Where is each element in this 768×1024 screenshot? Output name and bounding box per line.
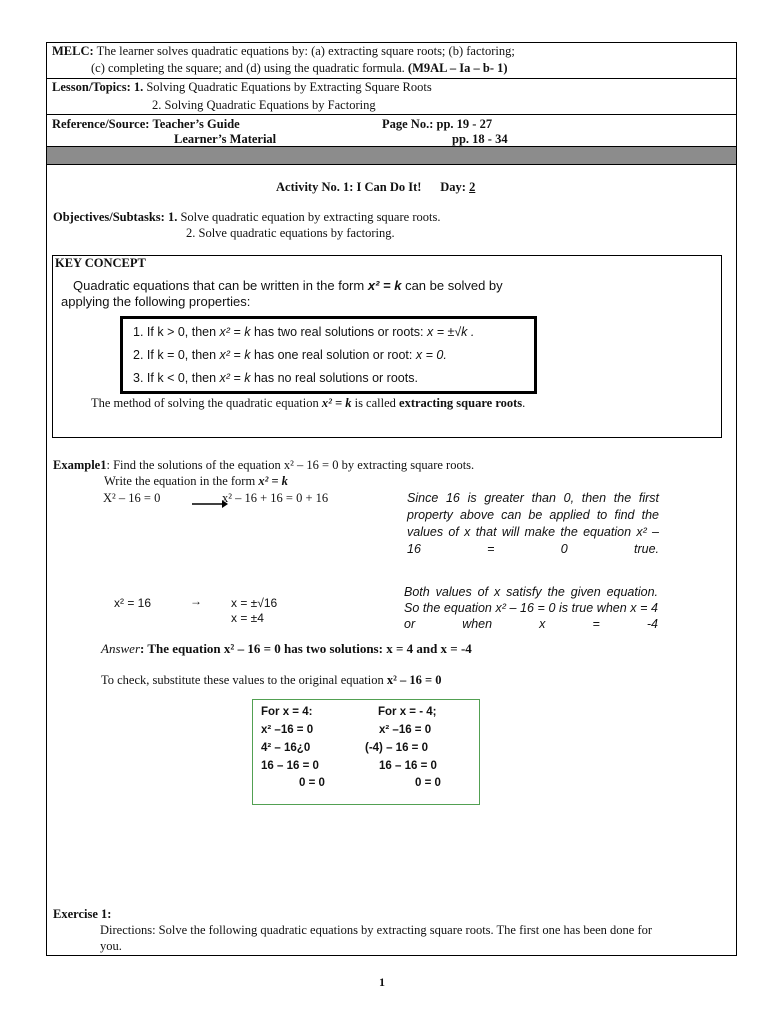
check-left-4: 16 – 16 = 0 bbox=[261, 760, 319, 772]
kc-intro-1: Quadratic equations that can be written in the form bbox=[73, 278, 365, 293]
ref-lm: Learner’s Material bbox=[174, 132, 277, 146]
property-2: 2. If k = 0, then x² = k has one real solution or root: x = 0. bbox=[133, 348, 447, 362]
day-label: Day: bbox=[440, 180, 466, 194]
objective2: 2. Solve quadratic equations by factoring. bbox=[186, 226, 395, 240]
reference-row bbox=[47, 115, 736, 147]
lesson-row bbox=[47, 79, 736, 115]
lesson-topic1: Solving Quadratic Equations by Extracting Square Roots bbox=[146, 80, 432, 94]
check-right-5: 0 = 0 bbox=[415, 777, 441, 789]
properties-box bbox=[120, 316, 537, 394]
melc-line1: The learner solves quadratic equations by: (a) extracting square roots; (b) factoring; bbox=[96, 44, 515, 58]
check-right-4: 16 – 16 = 0 bbox=[379, 760, 437, 772]
step2-arrow: → bbox=[190, 594, 202, 608]
example-prompt: : Find the solutions of the equation x² – 16 = 0 by extracting square roots. bbox=[106, 458, 475, 472]
lesson-sheet bbox=[46, 42, 737, 956]
note-2: Both values of x satisfy the given equation. So the equation x² – 16 = 0 is true when x = 4 or when x = -4 bbox=[404, 585, 658, 631]
step2-left: x² = 16 bbox=[114, 596, 152, 610]
check-eq: x² – 16 = 0 bbox=[386, 673, 442, 687]
melc-code: (M9AL – Ia – b- 1) bbox=[407, 61, 508, 75]
exercise-directions-1: Directions: Solve the following quadratic equations by extracting square roots. The first one has been done for bbox=[100, 923, 653, 937]
answer-text: : The equation x² – 16 = 0 has two solutions: x = 4 and x = -4 bbox=[140, 641, 472, 656]
property-1: 1. If k > 0, then x² = k has two real solutions or roots: x = ±√k . bbox=[133, 325, 475, 339]
objective1: Solve quadratic equation by extracting square roots. bbox=[180, 210, 441, 224]
step1-right: x² – 16 + 16 = 0 + 16 bbox=[222, 491, 329, 505]
key-concept-box bbox=[52, 255, 722, 438]
ref-label: Reference/Source: bbox=[52, 117, 150, 131]
answer-label: Answer bbox=[101, 641, 140, 656]
step1-left: X² – 16 = 0 bbox=[103, 491, 161, 505]
step2-right-2: x = ±4 bbox=[231, 611, 264, 625]
ref-tg: Teacher’s Guide bbox=[152, 117, 240, 131]
kc-intro-2: applying the following properties: bbox=[61, 294, 251, 309]
lesson-num1: 1. bbox=[133, 80, 144, 94]
check-left-3: 4² – 16¿0 bbox=[261, 742, 311, 754]
note-1: Since 16 is greater than 0, then the first property above can be applied to find the values of x that will make the equation x² – 16 = 0 true. bbox=[407, 491, 659, 556]
melc-row bbox=[47, 43, 736, 79]
check-text: To check, substitute these values to the original equation bbox=[101, 673, 384, 687]
page-number: 1 bbox=[379, 975, 385, 989]
page-label: Page No.: bbox=[382, 117, 434, 131]
kc-intro-1-end: can be solved by bbox=[405, 278, 503, 293]
key-concept-heading: KEY CONCEPT bbox=[55, 256, 146, 270]
objective1-num: 1. bbox=[167, 210, 178, 224]
day-value: 2 bbox=[469, 180, 476, 194]
divider-bar bbox=[47, 147, 736, 165]
lesson-label: Lesson/Topics: bbox=[52, 80, 131, 94]
method-line: The method of solving the quadratic equation x² = k is called extracting square roots. bbox=[91, 396, 526, 410]
check-table bbox=[252, 699, 480, 805]
kc-intro-form: x² = k bbox=[367, 278, 402, 293]
activity-title: Activity No. 1: I Can Do It! bbox=[276, 180, 422, 194]
melc-label: MELC: bbox=[52, 44, 94, 58]
check-right-3: (-4) – 16 = 0 bbox=[365, 742, 428, 754]
example-label: Example1 bbox=[53, 458, 107, 472]
exercise-directions-2: you. bbox=[100, 939, 122, 953]
write-form-text: Write the equation in the form bbox=[104, 474, 256, 488]
exercise-label: Exercise 1: bbox=[53, 907, 112, 921]
write-form-eq: x² = k bbox=[258, 474, 288, 488]
page-tg: pp. 19 - 27 bbox=[436, 117, 493, 131]
melc-line2: (c) completing the square; and (d) using the quadratic formula. bbox=[91, 61, 405, 75]
page-lm: pp. 18 - 34 bbox=[452, 132, 508, 146]
check-left-2: x² –16 = 0 bbox=[261, 724, 314, 736]
step2-right-1: x = ±√16 bbox=[231, 596, 278, 610]
check-right-1: For x = - 4; bbox=[378, 706, 437, 718]
check-left-1: For x = 4: bbox=[261, 706, 313, 718]
objectives-label: Objectives/Subtasks: bbox=[53, 210, 165, 224]
property-3: 3. If k < 0, then x² = k has no real solutions or roots. bbox=[133, 371, 418, 385]
lesson-topic2: 2. Solving Quadratic Equations by Factoring bbox=[152, 98, 376, 112]
check-left-5: 0 = 0 bbox=[299, 777, 325, 789]
check-right-2: x² –16 = 0 bbox=[379, 724, 432, 736]
